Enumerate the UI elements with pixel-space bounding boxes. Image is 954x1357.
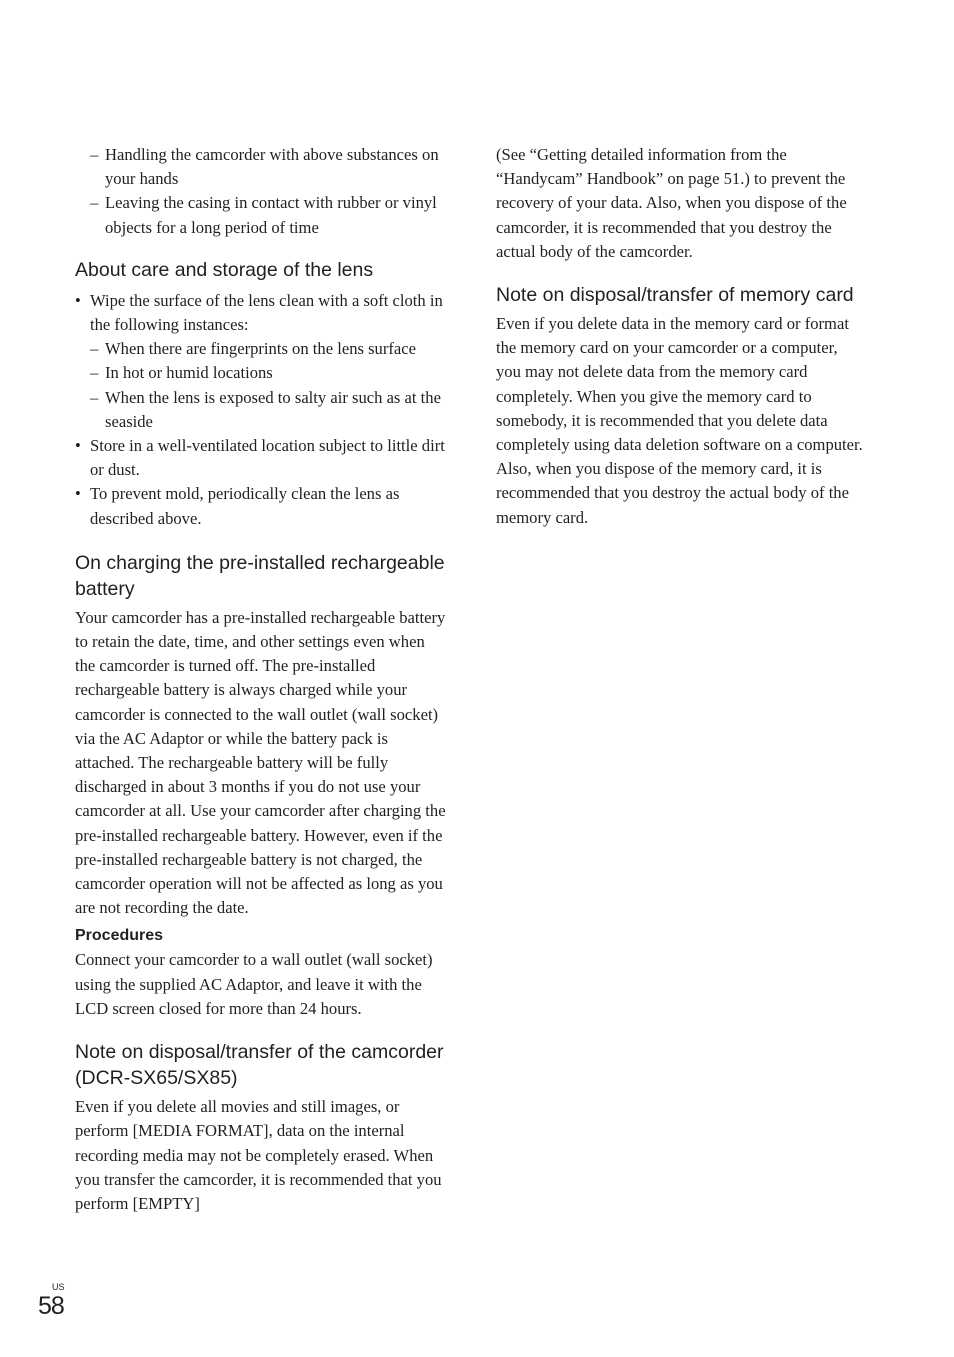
memory-card-disposal-heading: Note on disposal/transfer of memory card [496, 284, 854, 307]
procedures-paragraph: Connect your camcorder to a wall outlet (wall socket) using the supplied AC Adaptor, and leave it with the LCD screen closed for more than 24 hours. [75, 950, 433, 1018]
list-item: • Wipe the surface of the lens clean with a soft cloth in the following instances: – When there are fingerprints on the lens surface – In hot or humid locations – When the lens is exposed to salty air such as at the seaside [75, 289, 447, 434]
bullet-marker: • [75, 290, 81, 310]
camcorder-disposal-paragraph: Even if you delete all movies and still images, or perform [MEDIA FORMAT], data on the internal recording media may not be completely erased. When you transfer the camcorder, it is recommended that you perform [EMPTY] [75, 1097, 442, 1213]
procedures-subheading: Procedures [75, 927, 164, 945]
lens-care-heading: About care and storage of the lens [75, 258, 374, 281]
battery-heading: On charging the pre-installed rechargeable battery [75, 551, 445, 600]
list-item: – When the lens is exposed to salty air such as at the seaside [90, 387, 441, 431]
page-number: 58 [38, 1292, 64, 1320]
list-item: • Store in a well-ventilated location subject to little dirt or dust. [75, 436, 445, 480]
continuation-paragraph: (See “Getting detailed information from the “Handycam” Handbook” on page 51.) to prevent the recovery of your data. Also, when you dispose of the camcorder, it is recommended that you destroy the actual body of the camcorder. [496, 145, 847, 261]
list-item: – Leaving the casing in contact with rubber or vinyl objects for a long period of time [90, 193, 437, 237]
region-code: US [52, 1282, 65, 1292]
list-item: – Handling the camcorder with above substances on your hands [90, 145, 439, 189]
dash-marker: – [90, 145, 99, 164]
bullet-marker: • [75, 436, 81, 456]
left-column [75, 143, 447, 1216]
list-item: – In hot or humid locations [90, 361, 447, 385]
page-footer [38, 1282, 65, 1320]
dash-marker: – [90, 363, 99, 383]
right-column [496, 143, 866, 530]
intro-dash-list [75, 143, 447, 240]
bullet-marker: • [75, 484, 81, 504]
list-item: – When there are fingerprints on the lens surface [90, 337, 447, 361]
list-item: • To prevent mold, periodically clean the lens as described above. [75, 484, 400, 528]
camcorder-disposal-heading: Note on disposal/transfer of the camcorder (DCR-SX65/SX85) [75, 1041, 444, 1090]
lens-care-list [75, 289, 447, 531]
dash-marker: – [90, 193, 99, 213]
dash-marker: – [90, 339, 99, 359]
memory-card-disposal-paragraph: Even if you delete data in the memory card or format the memory card on your camcorder or a computer, you may not delete data from the memory card completely. When you give the memory card to somebody, it is recommended that you delete data completely using data deletion software on a computer. Also, when you dispose of the memory card, it is recommended that you destroy the actual body of the memory card. [496, 314, 863, 527]
dash-marker: – [90, 387, 99, 407]
lens-instances-list [90, 337, 447, 434]
battery-paragraph: Your camcorder has a pre-installed rechargeable battery to retain the date, time, and other settings even when the camcorder is turned off. The pre-installed rechargeable battery is always charged while your camcorder is connected to the wall outlet (wall socket) via the AC Adaptor or while the battery pack is attached. The rechargeable battery will be fully discharged in about 3 months if you do not use your camcorder at all. Use your camcorder after charging the pre-installed rechargeable battery. However, even if the pre-installed rechargeable battery is not charged, the camcorder operation will not be affected as long as you are not recording the date. [75, 607, 446, 918]
